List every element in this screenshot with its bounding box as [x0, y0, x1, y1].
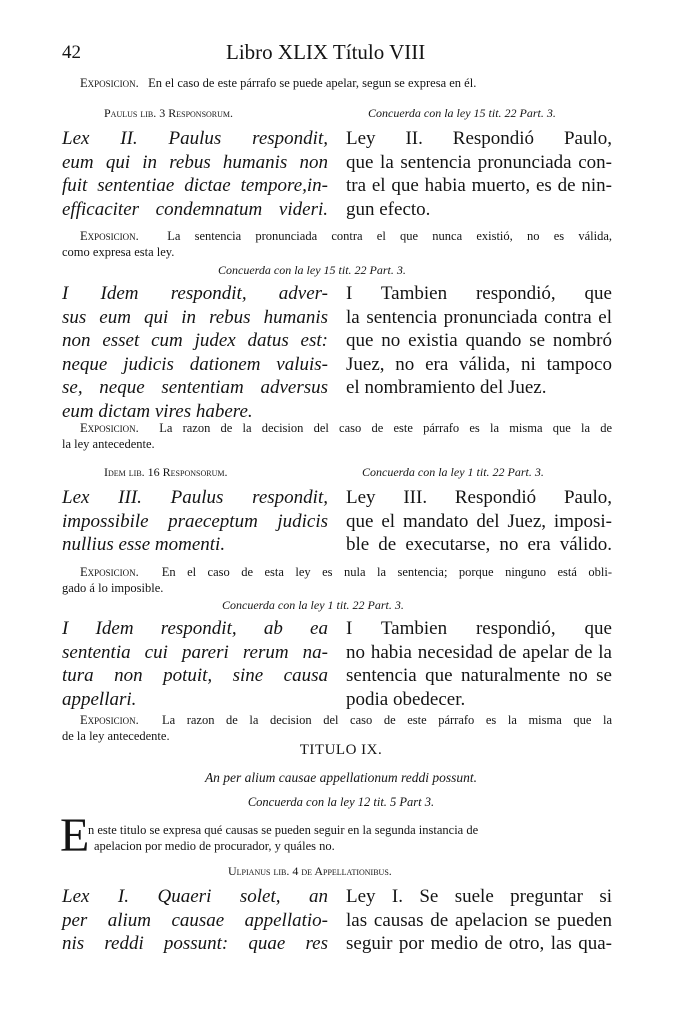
exposicion-text: La razon de la decision del caso de este párrafo es la misma que la [161, 713, 612, 727]
spanish-column [346, 617, 612, 711]
latin-line: impossibile praeceptum judicis [62, 510, 328, 532]
exposicion-label: Exposicion. [80, 713, 139, 727]
spanish-line: I Tambien respondió, que [346, 618, 612, 639]
source-citation-right: Concuerda con la ley 1 tit. 22 Part. 3. [362, 465, 544, 479]
exposicion-label: Exposicion. [80, 229, 139, 243]
spanish-line: gun efecto. [346, 198, 431, 220]
source-citation-left: Paulus lib. 3 Responsorum. [104, 106, 234, 120]
section-heading: TITULO IX. [299, 742, 383, 758]
spanish-line: que el mandato del Juez, imposi- [346, 510, 612, 532]
latin-line: Lex I. Quaeri solet, an [62, 886, 328, 907]
exposicion-text: como expresa esta ley. [62, 245, 175, 259]
intro-line: apelacion por medio de procurador, y quáles no. [94, 839, 335, 853]
latin-line: appellari. [62, 688, 137, 710]
exposicion-label: Exposicion. [80, 565, 139, 579]
latin-line: tura non potuit, sine causa [62, 665, 328, 686]
spanish-line: Ley III. Respondió Paulo, [346, 487, 612, 508]
latin-line: neque judicis dationem valuis- [62, 353, 328, 375]
spanish-column [346, 486, 612, 557]
source-citation-left: Idem lib. 16 Responsorum. [104, 465, 228, 479]
exposicion-text: En el caso de esta ley es nula la sentencia; porque ninguno está obli- [161, 565, 613, 579]
exposicion-text: gado á lo imposible. [62, 581, 164, 595]
section-subtitle: An per alium causae appellationum reddi possunt. [204, 770, 478, 785]
latin-column [62, 885, 328, 956]
spanish-line: que la sentencia pronunciada con- [346, 151, 612, 173]
source-citation-right: Concuerda con la ley 1 tit. 22 Part. 3. [222, 598, 404, 612]
spanish-line: ble de executarse, no era válido. [346, 534, 612, 555]
drop-cap: E [60, 809, 90, 862]
spanish-line: Ley I. Se suele preguntar si [346, 886, 612, 907]
exposicion-text: La sentencia pronunciada contra el que nunca existió, no es válida, [167, 229, 613, 243]
latin-line: efficaciter condemnatum videri. [62, 198, 328, 220]
latin-line: sus eum qui in rebus humanis [62, 306, 328, 328]
spanish-line: las causas de apelacion se pueden [346, 909, 612, 931]
spanish-line: Ley II. Respondió Paulo, [346, 128, 612, 149]
source-citation-right: Concuerda con la ley 15 tit. 22 Part. 3. [368, 106, 556, 120]
intro-paragraph [88, 822, 478, 854]
latin-column [62, 127, 328, 221]
spanish-line: el nombramiento del Juez. [346, 377, 547, 398]
spanish-column [346, 127, 612, 221]
exposicion-text: La razon de la decision del caso de este párrafo es la misma que la de [159, 421, 612, 435]
spanish-line: sentencia que naturalmente no se [346, 665, 612, 686]
latin-column [62, 617, 328, 711]
spanish-line: no habia necesidad de apelar de la [346, 641, 612, 663]
spanish-line: Juez, no era válida, ni tampoco [346, 353, 612, 375]
latin-line: I Idem respondit, adver- [62, 283, 328, 304]
exposicion-paragraph [62, 564, 612, 596]
source-citation-right: Concuerda con la ley 15 tit. 22 Part. 3. [218, 263, 406, 277]
latin-line: eum qui in rebus humanis non [62, 151, 328, 173]
spanish-line: la sentencia pronunciada contra el [346, 306, 612, 328]
spanish-line: seguir por medio de otro, las qua- [346, 933, 612, 954]
latin-line: non esset cum judex datus est: [62, 330, 328, 351]
latin-line: I Idem respondit, ab ea [62, 618, 328, 639]
latin-column [62, 486, 328, 557]
exposicion-label: Exposicion. [80, 76, 139, 90]
exposicion-label: Exposicion. [80, 421, 139, 435]
latin-line: nis reddi possunt: quae res [62, 933, 328, 954]
latin-line: per alium causae appellatio- [62, 909, 328, 931]
exposicion-paragraph [80, 76, 476, 91]
intro-line: n este titulo se expresa qué causas se pueden seguir en la segunda instancia de [88, 823, 479, 837]
spanish-column [346, 282, 612, 400]
latin-line: Lex III. Paulus respondit, [62, 487, 328, 508]
concordance-note: Concuerda con la ley 12 tit. 5 Part 3. [247, 795, 435, 809]
latin-line: eum dictam vires habere. [62, 400, 253, 422]
exposicion-paragraph [62, 420, 612, 452]
spanish-line: I Tambien respondió, que [346, 283, 612, 304]
exposicion-paragraph [62, 228, 612, 260]
running-title: Libro XLIX Título VIII [226, 40, 426, 64]
spanish-line: tra el que habia muerto, es de nin- [346, 175, 612, 196]
latin-line: Lex II. Paulus respondit, [62, 128, 328, 149]
latin-line: se, neque sententiam adversus [62, 377, 328, 398]
exposicion-text: En el caso de este párrafo se puede apelar, segun se expresa en él. [148, 76, 477, 90]
latin-line: nullius esse momenti. [62, 534, 226, 555]
latin-column [62, 282, 328, 423]
latin-line: fuit sententiae dictae tempore,in- [62, 175, 328, 196]
spanish-line: podia obedecer. [346, 688, 466, 710]
source-citation: Ulpianus lib. 4 de Appellationibus. [228, 864, 392, 878]
exposicion-paragraph [62, 712, 612, 744]
page-number: 42 [62, 42, 81, 63]
spanish-column [346, 885, 612, 956]
spanish-line: que no existia quando se nombró [346, 330, 612, 351]
latin-line: sententia cui pareri rerum na- [62, 641, 328, 663]
exposicion-text: la ley antecedente. [62, 437, 155, 451]
exposicion-text: de la ley antecedente. [62, 729, 170, 743]
